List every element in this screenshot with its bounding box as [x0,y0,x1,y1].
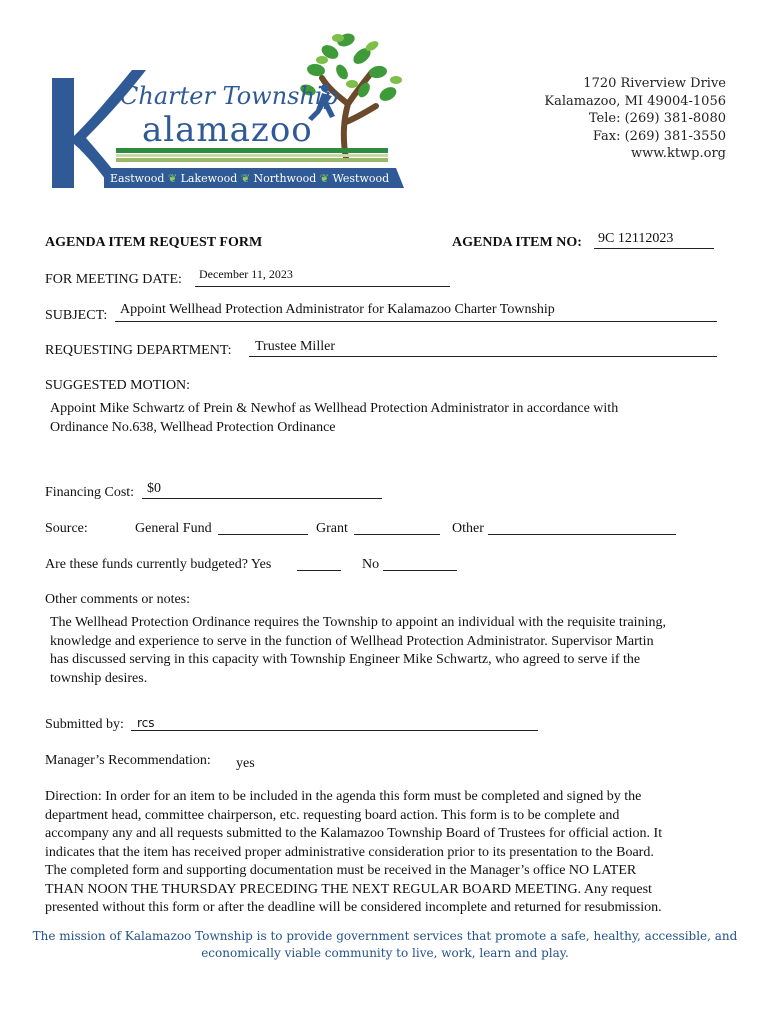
general-fund-label: General Fund [135,521,212,536]
logo-name-text: alamazoo [142,110,313,150]
budgeted-yes-line[interactable] [297,570,341,571]
leaf-icon: ❦ [319,172,333,185]
financing-cost-line [142,498,382,499]
comments-label: Other comments or notes: [45,592,191,607]
direction-line: Direction: In order for an item to be included in the agenda this form must be completed and signed by the [45,789,642,804]
address-fax: Fax: (269) 381-3550 [592,128,726,144]
financing-cost-label: Financing Cost: [45,485,135,500]
mission-statement [0,928,770,962]
address-phone: Tele: (269) 381-8080 [588,111,726,126]
agenda-item-no-field[interactable]: 9C 12112023 [598,231,674,246]
submitted-by-line [131,730,538,731]
motion-line: Appoint Mike Schwartz of Prein & Newhof as Wellhead Protection Administrator in accordance with [50,401,619,416]
subject-label: SUBJECT: [45,308,108,323]
subject-line [115,321,717,322]
direction-line: The completed form and supporting documentation must be received in the Manager’s office NO LATER [45,863,637,878]
direction-line: department head, committee chairperson, etc. requesting board action. This form is to be complete and [45,807,620,823]
address-street: 1720 Riverview Drive [583,76,726,91]
township-address [544,75,726,163]
budgeted-no-label: No [362,557,380,572]
leaf-icon: ❦ [240,172,254,185]
meeting-date-label: FOR MEETING DATE: [45,272,182,287]
financing-cost-field[interactable]: $0 [147,481,161,496]
logo-top-text: Charter Township [120,82,338,110]
manager-recommendation-label: Manager’s Recommendation: [45,753,211,768]
mission-line: The mission of Kalamazoo Township is to provide government services that promote a safe, healthy, accessible, and [32,929,738,943]
meeting-date-line [195,286,450,287]
other-source-line[interactable] [488,534,676,535]
comments-field[interactable] [50,614,666,688]
direction-line: indicates that the item has received proper administrative consideration prior to its presentation to the Board. [45,844,654,860]
subject-field[interactable]: Appoint Wellhead Protection Administrator for Kalamazoo Charter Township [120,302,555,317]
address-city: Kalamazoo, MI 49004-1056 [544,93,726,109]
budgeted-no-line[interactable] [383,570,457,571]
address-website[interactable]: www.ktwp.org [630,146,726,161]
direction-line: accompany any and all requests submitted to the Kalamazoo Township Board of Trustees for official action. It [45,826,663,841]
form-title: AGENDA ITEM REQUEST FORM [45,235,263,250]
requesting-dept-label: REQUESTING DEPARTMENT: [45,343,232,358]
budgeted-label: Are these funds currently budgeted? Yes [45,557,272,572]
comments-line: The Wellhead Protection Ordinance requires the Township to appoint an individual with the requisite training, [50,615,666,630]
manager-recommendation-field[interactable]: yes [236,756,255,771]
other-source-label: Other [452,521,484,536]
requesting-dept-line [249,356,717,357]
suggested-motion-label: SUGGESTED MOTION: [45,378,191,393]
grant-line[interactable] [354,534,440,535]
comments-line: knowledge and experience to serve in the function of Wellhead Protection Administrator. Supervisor Martin [50,633,654,649]
neighborhood-northwood: Northwood [253,172,317,185]
direction-line: THAN NOON THE THURSDAY PRECEDING THE NEXT REGULAR BOARD MEETING. Any request [45,881,652,897]
logo-neighborhoods [110,172,389,185]
comments-line: township desires. [50,670,148,686]
agenda-item-no-label: AGENDA ITEM NO: [452,235,582,250]
grant-label: Grant [316,521,348,536]
direction-line: presented without this form or after the deadline will be considered incomplete and returned for resubmission. [45,900,662,915]
requesting-dept-field[interactable]: Trustee Miller [255,339,335,354]
general-fund-line[interactable] [218,534,308,535]
comments-line: has discussed serving in this capacity with Township Engineer Mike Schwartz, who agreed to serve if the [50,652,641,667]
agenda-item-no-line [594,248,714,249]
leaf-icon: ❦ [167,172,181,185]
motion-line: Ordinance No.638, Wellhead Protection Ordinance [50,419,336,435]
township-logo [46,26,406,194]
meeting-date-field[interactable]: December 11, 2023 [199,267,293,281]
direction-text [45,788,662,918]
neighborhood-lakewood: Lakewood [180,172,238,185]
neighborhood-eastwood: Eastwood [110,172,165,185]
submitted-by-field[interactable]: rcs [137,716,155,730]
source-label: Source: [45,521,88,536]
suggested-motion-field[interactable] [50,400,618,437]
submitted-by-label: Submitted by: [45,717,124,732]
neighborhood-westwood: Westwood [332,172,390,185]
mission-line: economically viable community to live, work, learn and play. [201,946,569,960]
